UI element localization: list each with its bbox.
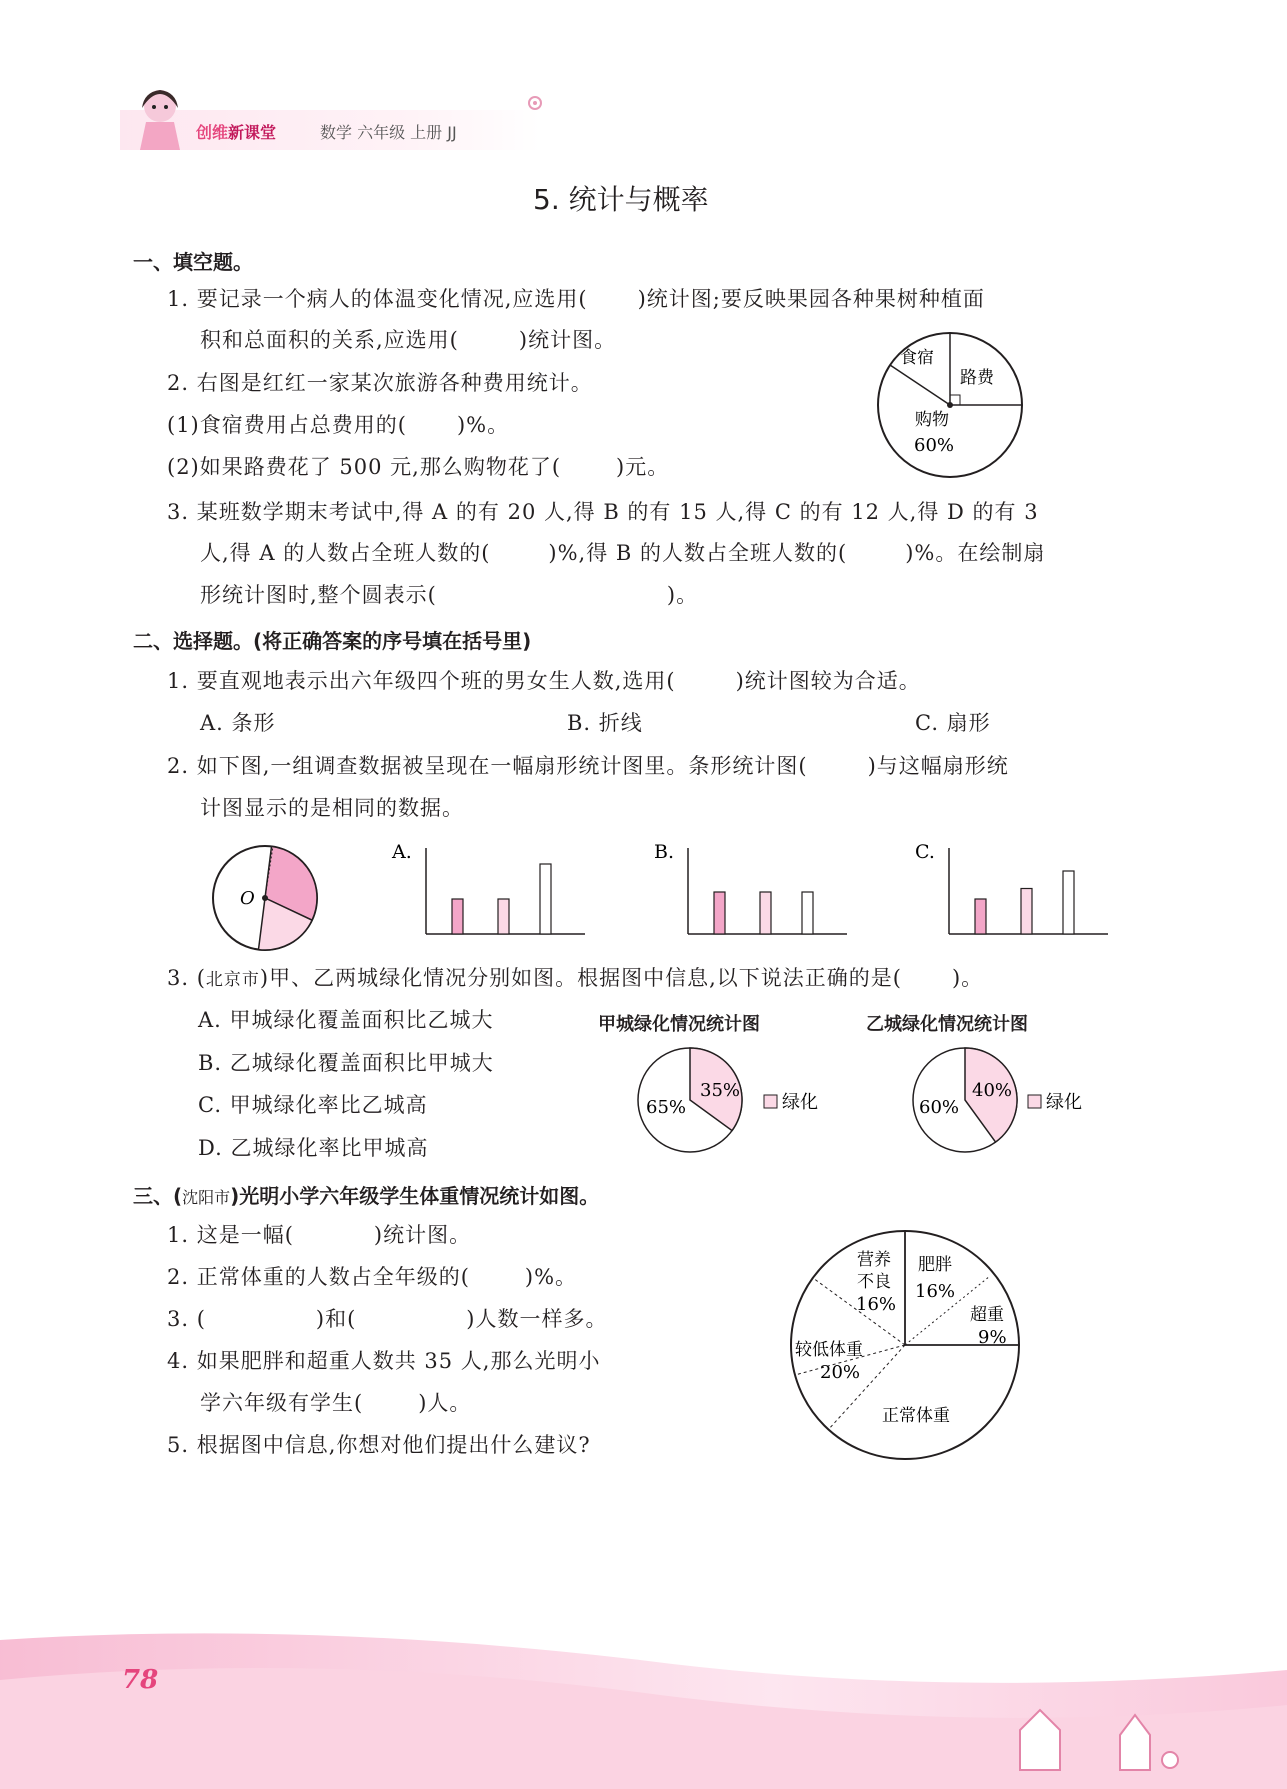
s1-q2: 2. 右图是红红一家某次旅游各种费用统计。 — [167, 371, 593, 395]
s2-q1-b: )统计图较为合适。 — [735, 669, 921, 693]
s2-q3-city: 北京市 — [205, 970, 260, 990]
s3-heading-city: 沈阳市 — [182, 1188, 231, 1207]
pie-label-shop-pct: 60% — [914, 435, 955, 456]
s2-q1-option-b: B. 折线 — [567, 711, 643, 735]
s3-q1-a: 1. 这是一幅( — [167, 1223, 294, 1247]
bars-b-bar-3 — [802, 892, 813, 934]
s2-q1-option-c: C. 扇形 — [915, 711, 991, 735]
travel-cost-pie-chart — [870, 325, 1030, 485]
s2-q1 — [167, 666, 921, 696]
s1-q2-2 — [167, 452, 669, 482]
s2-q3-option-c: C. 甲城绿化率比乙城高 — [198, 1093, 428, 1117]
bar-chart-c-label: C. — [915, 841, 935, 863]
weight-label-malnutrition-pct: 16% — [856, 1294, 897, 1315]
s3-q2-a: 2. 正常体重的人数占全年级的( — [167, 1265, 470, 1289]
brand-part2: 新课堂 — [228, 123, 277, 142]
s2-q3-option-d: D. 乙城绿化率比甲城高 — [198, 1136, 429, 1160]
s2-q2-line1 — [167, 751, 1009, 781]
weight-label-overweight: 超重 — [970, 1305, 1004, 1325]
s3-q4-line1: 4. 如果肥胖和超重人数共 35 人,那么光明小 — [167, 1349, 601, 1373]
bars-a-bar-3 — [540, 864, 551, 934]
chart-a-title: 甲城绿化情况统计图 — [598, 1014, 760, 1035]
bar-chart-b-label: B. — [654, 841, 675, 863]
travel-pie-center — [947, 402, 953, 408]
s2-q3-line1 — [167, 963, 983, 995]
bars-c-bar-1 — [975, 899, 986, 934]
section1-heading: 一、填空题。 — [133, 250, 253, 274]
s3-q3-b: )和( — [315, 1307, 357, 1331]
weight-label-obese-pct: 16% — [915, 1281, 956, 1302]
header-brand — [196, 120, 276, 143]
s2-q3-option-b: B. 乙城绿化覆盖面积比甲城大 — [198, 1051, 494, 1075]
city-b-green-pct: 40% — [972, 1080, 1013, 1101]
page-title: 5. 统计与概率 — [533, 183, 709, 216]
s1-q2-2-a: (2)如果路费花了 500 元,那么购物花了( — [167, 455, 562, 479]
s1-q2-2-b: )元。 — [616, 455, 670, 479]
brand-part1: 创维 — [196, 123, 229, 142]
s3-heading-rest: )光明小学六年级学生体重情况统计如图。 — [230, 1184, 600, 1208]
weight-label-overweight-pct: 9% — [978, 1327, 1007, 1348]
s1-q2-1-a: (1)食宿费用占总费用的( — [167, 413, 407, 437]
s1-q3-line2-c: )%。在绘制扇 — [905, 541, 1046, 565]
s1-q1-text-a: 1. 要记录一个病人的体温变化情况,应选用( — [167, 287, 588, 311]
bar-chart-c — [913, 838, 1113, 938]
s3-q3 — [167, 1304, 608, 1334]
city-a-green-pie — [630, 1040, 860, 1160]
s1-q1-text-b: )统计图;要反映果园各种果树种植面 — [637, 287, 985, 311]
survey-pie-chart — [205, 838, 325, 958]
weight-pie-chart — [780, 1225, 1020, 1465]
s3-q2-b: )%。 — [524, 1265, 578, 1289]
header-girl-illustration — [120, 78, 195, 153]
footer-decoration — [0, 1620, 1287, 1789]
s3-q4-line2-a: 学六年级有学生( — [200, 1391, 364, 1415]
city-b-green-pie — [905, 1040, 1135, 1160]
pie-label-shop: 购物 — [915, 410, 949, 430]
s1-q3-line3 — [200, 580, 698, 610]
s1-q3-line2-b: )%,得 B 的人数占全班人数的( — [548, 541, 848, 565]
s1-q3-line3-a: 形统计图时,整个圆表示( — [200, 583, 437, 607]
s3-q4-line2 — [200, 1388, 471, 1418]
pie-label-travel: 路费 — [960, 368, 994, 388]
bars-a-bar-1 — [452, 899, 463, 934]
bars-b-bar-2 — [760, 892, 771, 934]
weight-label-normal: 正常体重 — [882, 1406, 950, 1426]
weight-label-low: 较低体重 — [795, 1340, 863, 1360]
bars-c-bar-3 — [1063, 871, 1074, 934]
weight-label-malnutrition-1: 营养 — [857, 1250, 891, 1270]
chart-b-title: 乙城绿化情况统计图 — [866, 1014, 1028, 1035]
city-b-other-pct: 60% — [919, 1097, 960, 1118]
page-number: 78 — [122, 1665, 159, 1695]
bar-chart-b — [652, 838, 852, 938]
s3-q1-b: )统计图。 — [373, 1223, 472, 1247]
city-a-legend-label: 绿化 — [782, 1092, 818, 1113]
s1-q2-1-b: )%。 — [456, 413, 510, 437]
s1-q3-line1: 3. 某班数学期末考试中,得 A 的有 20 人,得 B 的有 15 人,得 C 的有 12 人,得 D 的有 3 — [167, 500, 1039, 524]
s1-q2-1 — [167, 410, 509, 440]
weight-label-obese: 肥胖 — [918, 1255, 952, 1275]
s2-q3-option-a: A. 甲城绿化覆盖面积比乙城大 — [198, 1008, 494, 1032]
tree-icon — [1162, 1752, 1178, 1768]
s3-q3-a: 3. ( — [167, 1307, 206, 1331]
s3-q3-c: )人数一样多。 — [466, 1307, 608, 1331]
s1-q3-line2-a: 人,得 A 的人数占全班人数的( — [200, 541, 491, 565]
section2-heading: 二、选择题。(将正确答案的序号填在括号里) — [133, 629, 532, 653]
s2-q1-option-a: A. 条形 — [200, 711, 276, 735]
header-subtitle: 数学 六年级 上册 JJ — [320, 123, 457, 142]
city-a-legend-swatch — [764, 1095, 777, 1108]
s3-q1 — [167, 1220, 471, 1250]
s2-q2-line1-b: )与这幅扇形统 — [867, 754, 1009, 778]
s2-q2-line1-a: 2. 如下图,一组调查数据被呈现在一幅扇形统计图里。条形统计图( — [167, 754, 808, 778]
s1-q1-text-d: )统计图。 — [518, 328, 617, 352]
bars-b-bar-1 — [714, 892, 725, 934]
s2-q3-prefix: 3. ( — [167, 966, 206, 990]
survey-pie-center — [262, 895, 268, 901]
survey-pie-center-label: O — [240, 888, 255, 909]
s3-heading-prefix: 三、( — [133, 1184, 183, 1208]
s3-q2 — [167, 1262, 577, 1292]
s2-q1-a: 1. 要直观地表示出六年级四个班的男女生人数,选用( — [167, 669, 676, 693]
weight-label-malnutrition-2: 不良 — [857, 1272, 891, 1292]
pie-label-food: 食宿 — [900, 348, 934, 368]
section3-heading — [133, 1180, 599, 1209]
city-b-legend-label: 绿化 — [1046, 1092, 1082, 1113]
s1-q1-line2 — [200, 325, 616, 355]
s1-q3-line3-b: )。 — [666, 583, 699, 607]
s1-q1-text-c: 积和总面积的关系,应选用( — [200, 328, 459, 352]
s3-q5: 5. 根据图中信息,你想对他们提出什么建议? — [167, 1433, 591, 1457]
bars-c-bar-2 — [1021, 889, 1032, 935]
s2-q2-line2: 计图显示的是相同的数据。 — [200, 796, 464, 820]
s1-q1-line1 — [167, 284, 985, 314]
city-b-legend-swatch — [1028, 1095, 1041, 1108]
bar-chart-a-label: A. — [392, 841, 412, 863]
city-a-other-pct: 65% — [646, 1097, 687, 1118]
bars-a-bar-2 — [498, 899, 509, 934]
flower-icon — [520, 88, 550, 118]
s2-q3-rest: )甲、乙两城绿化情况分别如图。根据图中信息,以下说法正确的是( — [259, 966, 902, 990]
s3-q4-line2-b: )人。 — [418, 1391, 472, 1415]
weight-label-low-pct: 20% — [820, 1362, 861, 1383]
s1-q3-line2 — [200, 538, 1045, 568]
bar-chart-a — [390, 838, 590, 938]
s2-q3-end: )。 — [951, 966, 984, 990]
city-a-green-pct: 35% — [700, 1080, 741, 1101]
